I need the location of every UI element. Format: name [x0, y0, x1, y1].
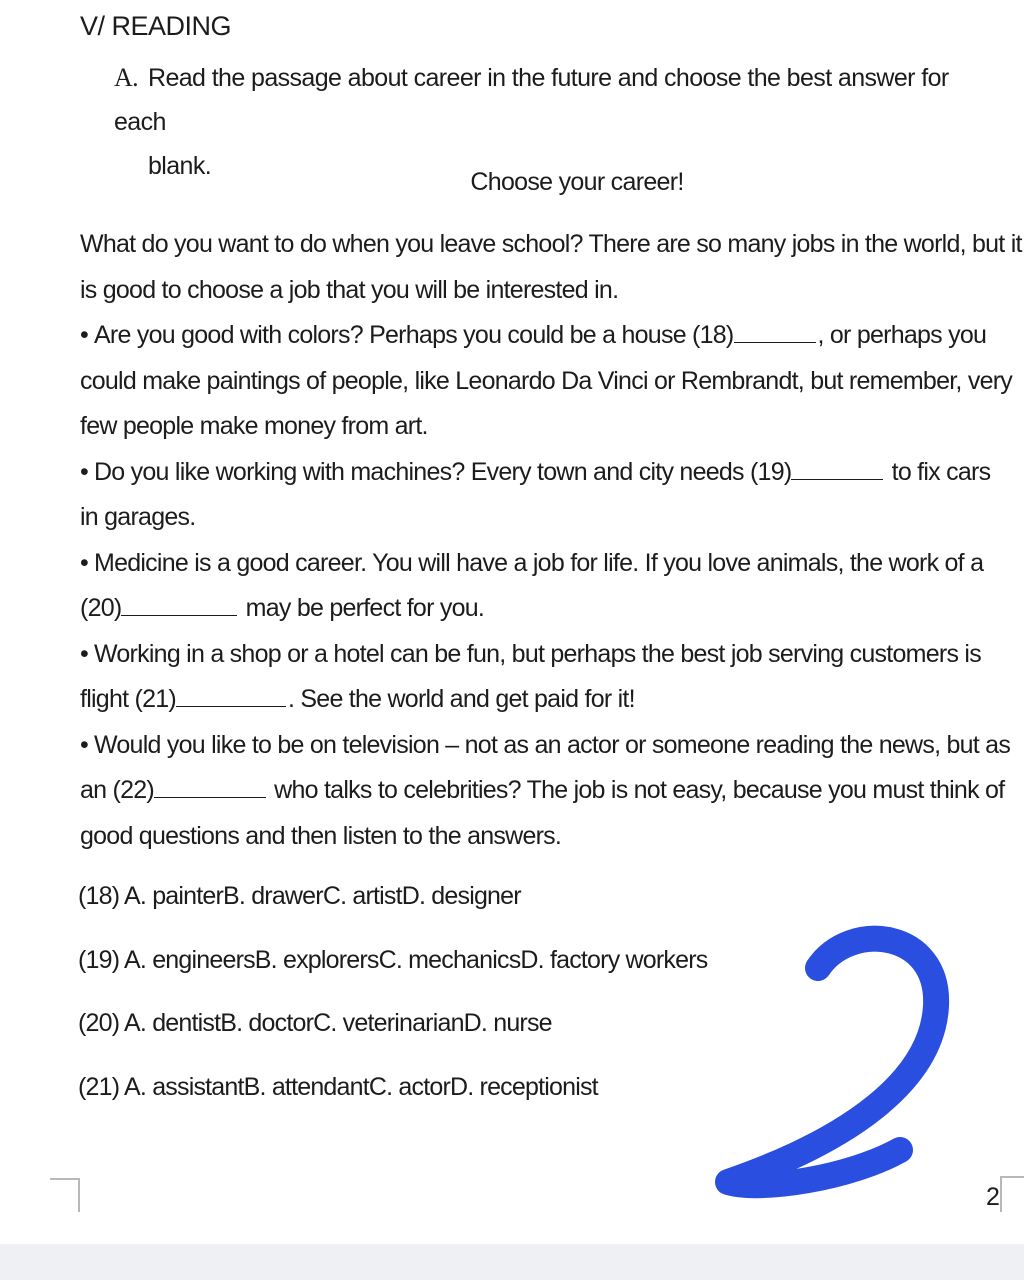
bullet: • — [80, 321, 89, 349]
p18-before: Are you good with colors? Perhaps you could be a house (18) — [94, 321, 734, 349]
handwritten-2-scribble — [700, 910, 960, 1210]
paragraph-20 — [80, 541, 996, 632]
option-21[interactable]: (21) A. assistantB. attendantC. actorD. receptionist — [78, 1073, 598, 1101]
p18-after: , or perhaps you — [817, 321, 987, 349]
corner-crop-mark-left — [50, 1178, 80, 1212]
option-20[interactable]: (20) A. dentistB. doctorC. veterinarianD. nurse — [78, 1009, 552, 1037]
p18-line-3: few people make money from art. — [80, 412, 428, 440]
intro-line-2: is good to choose a job that you will be interested in. — [80, 275, 619, 304]
p19-line-2: in garages. — [80, 503, 196, 531]
p20-after: may be perfect for you. — [239, 594, 485, 622]
instruction-line-2: blank. — [148, 152, 212, 180]
p20-before: (20) — [80, 594, 122, 622]
intro-paragraph — [80, 222, 1022, 313]
p21-line-1: Working in a shop or a hotel can be fun, but perhaps the best job serving customers is — [94, 639, 981, 668]
p21-before: flight (21) — [80, 685, 176, 713]
paragraph-21 — [80, 632, 996, 723]
passage-title: Choose your career! — [470, 168, 684, 196]
p20-line-1: Medicine is a good career. You will have a job for life. If you love animals, the work of a — [94, 548, 984, 577]
p21-after: . See the world and get paid for it! — [287, 685, 635, 713]
blank-22[interactable] — [154, 777, 266, 798]
paragraph-22 — [80, 723, 1011, 860]
instruction-line-1: Read the passage about career in the future and choose the best answer for each — [114, 64, 949, 136]
p18-line-2: could make paintings of people, like Leonardo Da Vinci or Rembrandt, but remember, very — [80, 366, 1013, 395]
p22-line-3: good questions and then listen to the answers. — [80, 821, 562, 850]
intro-line-1: What do you want to do when you leave school? There are so many jobs in the world, but it — [80, 230, 1022, 258]
section-heading: V/ READING — [80, 11, 232, 41]
blank-18[interactable] — [734, 322, 816, 343]
paragraph-19 — [80, 450, 996, 541]
blank-20[interactable] — [121, 595, 237, 616]
reading-passage — [80, 222, 1022, 859]
p19-before: Do you like working with machines? Every town and city needs (19) — [94, 457, 792, 486]
p22-after: who talks to celebrities? The job is not easy, because you must think of — [267, 776, 1005, 804]
option-19[interactable]: (19) A. engineersB. explorersC. mechanicsD. factory workers — [78, 946, 708, 974]
bullet: • — [80, 639, 89, 668]
footer-strip — [0, 1244, 1024, 1280]
p19-after: to fix cars — [885, 457, 991, 486]
blank-19[interactable] — [791, 459, 883, 480]
p22-before: an (22) — [80, 776, 154, 804]
option-18[interactable]: (18) A. painterB. drawerC. artistD. designer — [78, 882, 521, 910]
page-number: 2 — [986, 1183, 1000, 1211]
blank-21[interactable] — [176, 686, 286, 707]
bullet: • — [80, 548, 89, 577]
bullet: • — [80, 457, 89, 486]
corner-crop-mark-right — [1000, 1176, 1024, 1212]
bullet: • — [80, 730, 89, 759]
paragraph-18 — [80, 313, 1013, 450]
p22-line-1: Would you like to be on television – not as an actor or someone reading the news, but as — [94, 730, 1011, 759]
instruction-letter: A. — [114, 63, 139, 92]
